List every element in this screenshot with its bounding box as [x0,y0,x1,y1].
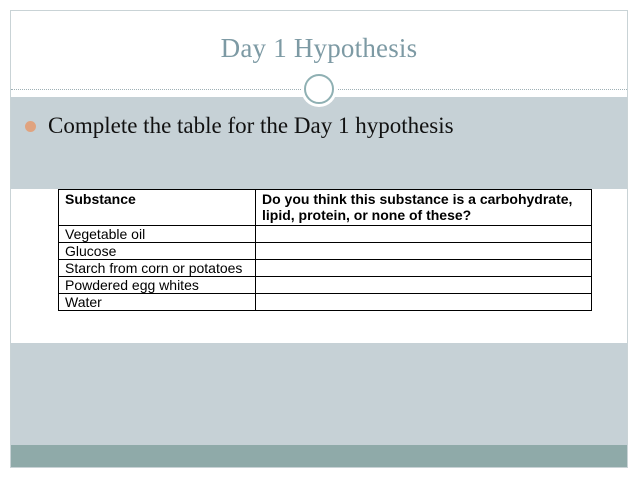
ring-ornament-icon [301,71,337,107]
bullet-item [25,113,615,139]
answer-cell[interactable] [256,294,592,311]
table-row [59,243,592,260]
header-substance: Substance [59,190,256,226]
table-row [59,277,592,294]
substance-cell: Starch from corn or potatoes [59,260,256,277]
header-question: Do you think this substance is a carbohydrate, lipid, protein, or none of these? [256,190,592,226]
substance-cell: Water [59,294,256,311]
ring-ornament-inner [304,74,334,104]
circle-bullet-icon [25,121,36,132]
bullet-text: Complete the table for the Day 1 hypothesis [48,113,454,138]
answer-cell[interactable] [256,277,592,294]
substance-cell: Glucose [59,243,256,260]
table-row [59,294,592,311]
answer-cell[interactable] [256,243,592,260]
substance-cell: Vegetable oil [59,226,256,243]
table-row [59,260,592,277]
answer-cell[interactable] [256,260,592,277]
answer-cell[interactable] [256,226,592,243]
table-row [59,226,592,243]
footer-strip [11,445,627,467]
slide [10,10,628,468]
table-header-row [59,190,592,226]
substance-cell: Powdered egg whites [59,277,256,294]
slide-title: Day 1 Hypothesis [220,32,418,63]
hypothesis-table [58,189,592,311]
